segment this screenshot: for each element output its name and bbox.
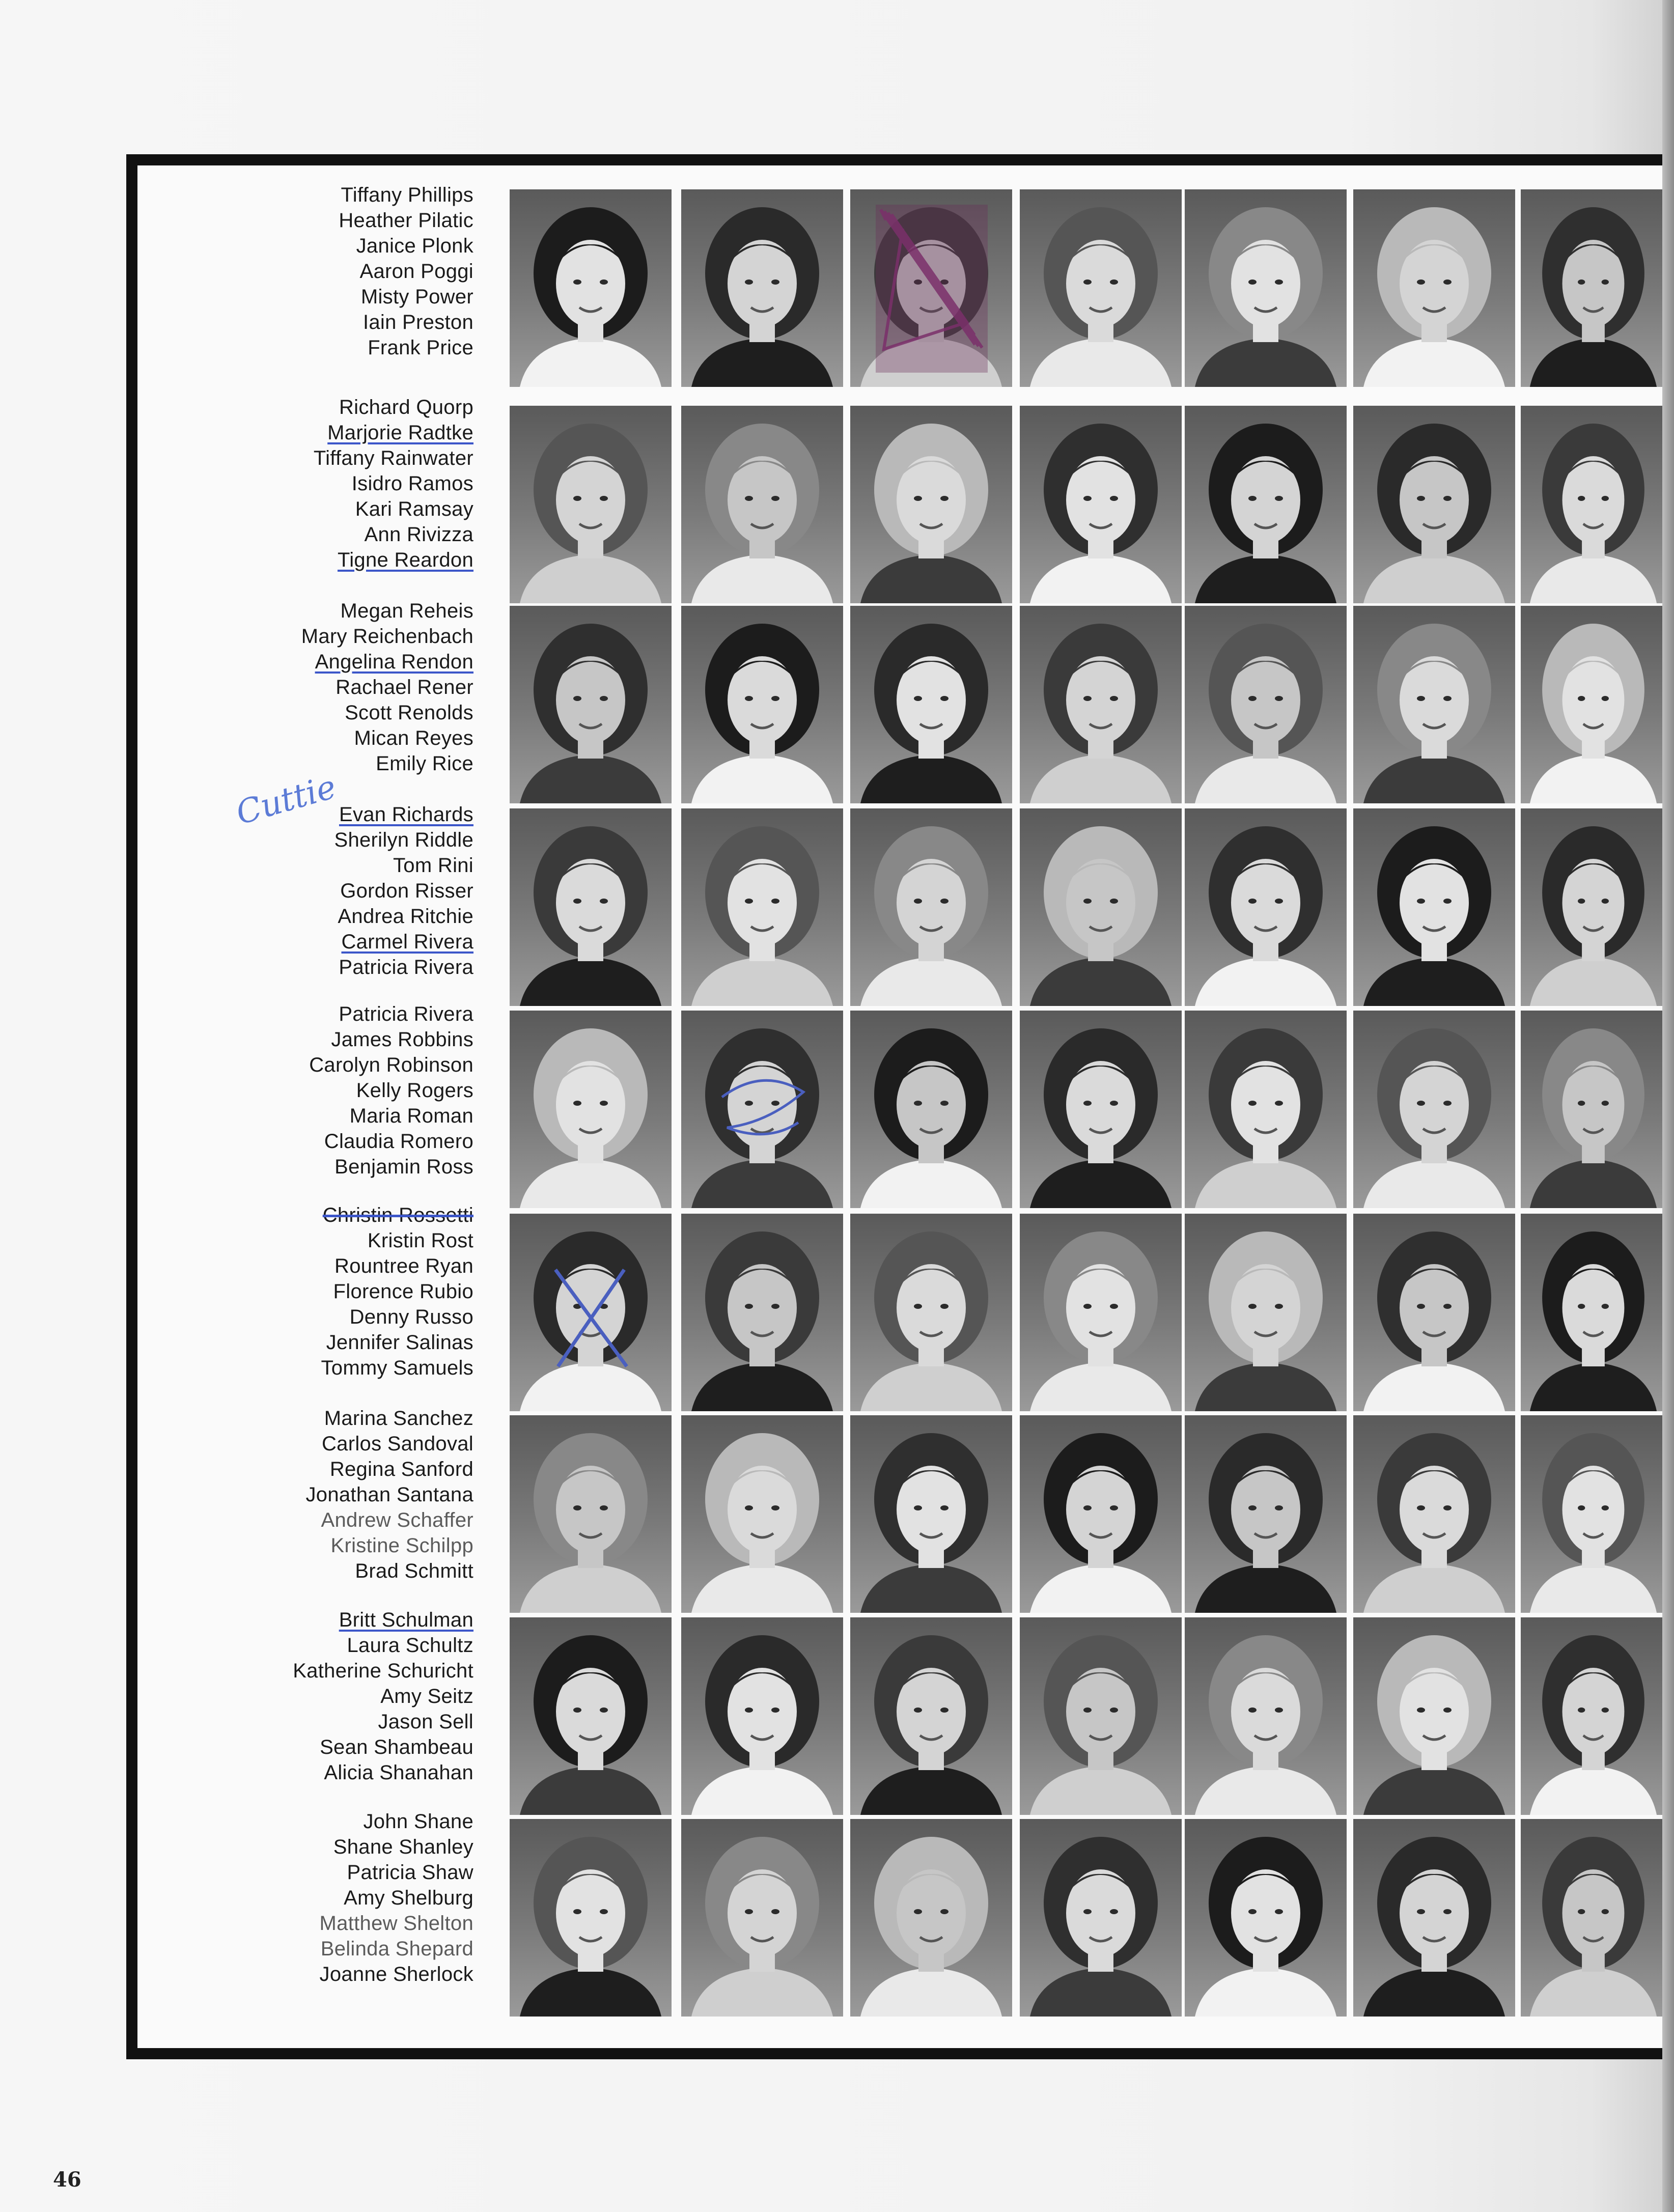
student-portrait bbox=[850, 1415, 1012, 1613]
student-portrait bbox=[681, 406, 843, 603]
student-name: Amy Seitz bbox=[380, 1685, 473, 1707]
student-portrait bbox=[510, 1214, 672, 1411]
student-name: Kelly Rogers bbox=[356, 1079, 473, 1102]
student-name: Jonathan Santana bbox=[305, 1483, 473, 1506]
student-name: Britt Schulman bbox=[339, 1609, 473, 1631]
student-name: Denny Russo bbox=[349, 1306, 473, 1328]
student-name: Patricia Rivera bbox=[339, 956, 473, 978]
name-group bbox=[168, 1809, 473, 1987]
student-name: Florence Rubio bbox=[333, 1280, 473, 1303]
student-name: Kristine Schilpp bbox=[330, 1534, 473, 1557]
name-group bbox=[168, 598, 473, 776]
name-group bbox=[168, 802, 473, 980]
student-portrait bbox=[1353, 406, 1515, 603]
student-name: Scott Renolds bbox=[345, 702, 473, 724]
student-portrait bbox=[1353, 1214, 1515, 1411]
student-portrait bbox=[1020, 1214, 1182, 1411]
student-portrait bbox=[1353, 189, 1515, 387]
student-portrait bbox=[1020, 189, 1182, 387]
student-portrait bbox=[681, 606, 843, 803]
student-name: Patricia Rivera bbox=[339, 1003, 473, 1025]
name-group bbox=[168, 1406, 473, 1584]
student-name: Laura Schultz bbox=[347, 1634, 473, 1657]
student-name: Tommy Samuels bbox=[321, 1357, 473, 1379]
student-portrait bbox=[681, 1415, 843, 1613]
student-name: Christin Rossetti bbox=[322, 1204, 473, 1226]
student-name: Alicia Shanahan bbox=[324, 1761, 473, 1784]
name-group bbox=[168, 1202, 473, 1381]
student-portrait bbox=[850, 606, 1012, 803]
student-portrait bbox=[850, 406, 1012, 603]
student-name: Iain Preston bbox=[362, 311, 473, 333]
student-portrait bbox=[510, 1617, 672, 1815]
student-name: Belinda Shepard bbox=[320, 1938, 473, 1960]
student-portrait bbox=[1020, 1617, 1182, 1815]
student-name: Janice Plonk bbox=[356, 235, 473, 257]
student-name: Carolyn Robinson bbox=[309, 1054, 473, 1076]
student-name: Tiffany Phillips bbox=[341, 184, 473, 206]
student-portrait bbox=[510, 808, 672, 1006]
student-name: John Shane bbox=[363, 1810, 473, 1833]
student-portrait bbox=[510, 406, 672, 603]
student-portrait bbox=[1020, 1415, 1182, 1613]
student-portrait bbox=[510, 1011, 672, 1208]
student-name: Tiffany Rainwater bbox=[313, 447, 473, 469]
student-name: Patricia Shaw bbox=[347, 1861, 473, 1884]
student-name: Emily Rice bbox=[376, 752, 473, 775]
student-portrait bbox=[1185, 1617, 1347, 1815]
student-portrait bbox=[1353, 1011, 1515, 1208]
student-portrait bbox=[510, 1819, 672, 2017]
pen-scribble-mark bbox=[850, 189, 1012, 387]
name-group bbox=[168, 182, 473, 360]
student-name: Marina Sanchez bbox=[324, 1407, 473, 1430]
student-name: Rachael Rener bbox=[336, 676, 473, 698]
student-name: Isidro Ramos bbox=[351, 472, 473, 495]
name-group bbox=[168, 395, 473, 573]
student-portrait bbox=[1521, 1415, 1666, 1613]
student-name: Angelina Rendon bbox=[315, 651, 473, 673]
student-portrait bbox=[850, 1011, 1012, 1208]
student-portrait bbox=[681, 1214, 843, 1411]
name-group bbox=[168, 1607, 473, 1785]
student-portrait bbox=[1185, 1011, 1347, 1208]
student-portrait bbox=[1521, 189, 1666, 387]
student-portrait bbox=[850, 1819, 1012, 2017]
student-name: Shane Shanley bbox=[333, 1836, 473, 1858]
student-name: Matthew Shelton bbox=[319, 1912, 473, 1935]
student-name: Sherilyn Riddle bbox=[334, 829, 473, 851]
student-portrait bbox=[1353, 606, 1515, 803]
student-portrait bbox=[1521, 1214, 1666, 1411]
student-name: Jason Sell bbox=[378, 1711, 473, 1733]
student-portrait bbox=[850, 808, 1012, 1006]
student-name: Joanne Sherlock bbox=[319, 1963, 473, 1985]
student-name: Carmel Rivera bbox=[341, 931, 473, 953]
student-name: Megan Reheis bbox=[340, 600, 473, 622]
student-portrait bbox=[681, 808, 843, 1006]
pen-cross-mark bbox=[510, 1214, 672, 1411]
page-binding-edge bbox=[1662, 0, 1674, 2212]
student-portrait bbox=[1353, 808, 1515, 1006]
student-portrait bbox=[1521, 606, 1666, 803]
student-portrait bbox=[1020, 606, 1182, 803]
student-portrait bbox=[850, 189, 1012, 387]
student-portrait bbox=[1521, 1617, 1666, 1815]
student-name: Heather Pilatic bbox=[339, 209, 473, 232]
student-name: Andrea Ritchie bbox=[338, 905, 473, 928]
name-group bbox=[168, 1001, 473, 1180]
student-name: Mary Reichenbach bbox=[301, 625, 473, 648]
student-portrait bbox=[1185, 1415, 1347, 1613]
student-name: Mican Reyes bbox=[354, 727, 473, 749]
student-name: Evan Richards bbox=[339, 803, 473, 826]
student-name: Regina Sanford bbox=[329, 1458, 473, 1480]
student-name: Marjorie Radtke bbox=[327, 422, 473, 444]
student-name: Amy Shelburg bbox=[344, 1887, 473, 1909]
student-name: Ann Rivizza bbox=[364, 523, 473, 546]
student-name: Sean Shambeau bbox=[320, 1736, 473, 1758]
student-name: Brad Schmitt bbox=[355, 1560, 473, 1582]
student-portrait bbox=[1353, 1819, 1515, 2017]
student-name: Carlos Sandoval bbox=[322, 1433, 473, 1455]
student-portrait bbox=[1185, 808, 1347, 1006]
student-portrait bbox=[681, 1011, 843, 1208]
student-portrait bbox=[1185, 1819, 1347, 2017]
student-portrait bbox=[681, 189, 843, 387]
student-portrait bbox=[1353, 1617, 1515, 1815]
student-portrait bbox=[1020, 808, 1182, 1006]
student-name: Andrew Schaffer bbox=[321, 1509, 473, 1531]
student-portrait bbox=[850, 1214, 1012, 1411]
student-portrait bbox=[1521, 1011, 1666, 1208]
student-portrait bbox=[1185, 606, 1347, 803]
student-portrait bbox=[850, 1617, 1012, 1815]
student-name: Kristin Rost bbox=[367, 1229, 473, 1252]
student-portrait bbox=[510, 189, 672, 387]
student-name: Misty Power bbox=[360, 286, 473, 308]
student-portrait bbox=[1521, 406, 1666, 603]
student-portrait bbox=[1020, 1819, 1182, 2017]
student-portrait bbox=[1020, 406, 1182, 603]
student-portrait bbox=[1185, 1214, 1347, 1411]
student-name: Katherine Schuricht bbox=[293, 1660, 473, 1682]
student-name: Gordon Risser bbox=[340, 880, 473, 902]
student-name: Richard Quorp bbox=[339, 396, 473, 418]
student-name: Rountree Ryan bbox=[334, 1255, 473, 1277]
handwritten-note: Cuttie bbox=[232, 768, 341, 833]
student-name: Tigne Reardon bbox=[337, 549, 473, 571]
student-portrait bbox=[510, 1415, 672, 1613]
student-portrait bbox=[1353, 1415, 1515, 1613]
student-name: Claudia Romero bbox=[324, 1130, 473, 1153]
student-portrait bbox=[681, 1617, 843, 1815]
student-name: James Robbins bbox=[331, 1028, 473, 1051]
student-portrait bbox=[1521, 1819, 1666, 2017]
student-name: Tom Rini bbox=[393, 854, 473, 877]
student-name: Frank Price bbox=[368, 337, 473, 359]
student-name: Maria Roman bbox=[349, 1105, 473, 1127]
student-portrait bbox=[510, 606, 672, 803]
student-portrait bbox=[1185, 406, 1347, 603]
student-name: Aaron Poggi bbox=[359, 260, 473, 283]
page-number: 46 bbox=[53, 2168, 81, 2192]
student-portrait bbox=[681, 1819, 843, 2017]
student-portrait bbox=[1185, 189, 1347, 387]
student-name: Kari Ramsay bbox=[355, 498, 473, 520]
student-name: Jennifer Salinas bbox=[326, 1331, 473, 1354]
student-portrait bbox=[1521, 808, 1666, 1006]
student-portrait bbox=[1020, 1011, 1182, 1208]
pen-scribble-mark bbox=[681, 1011, 843, 1208]
student-name: Benjamin Ross bbox=[334, 1156, 473, 1178]
